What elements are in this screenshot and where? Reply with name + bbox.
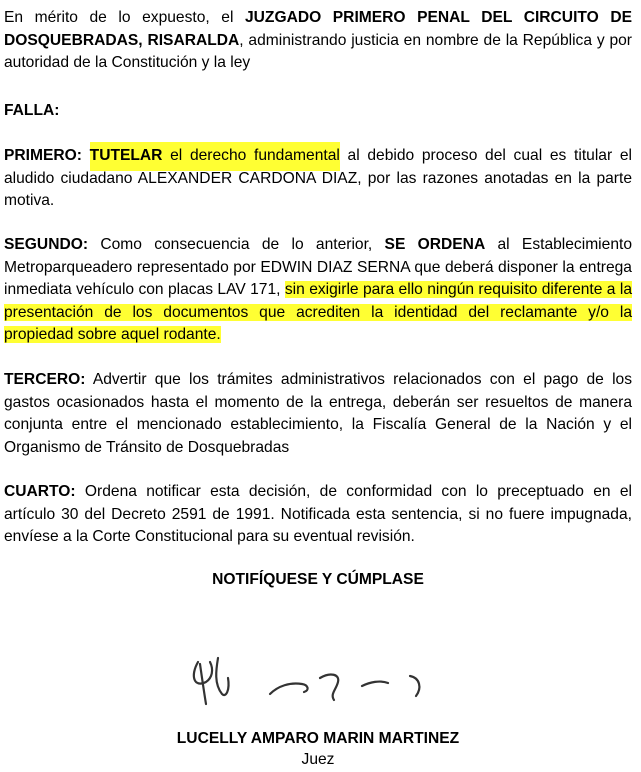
signer-role-line	[4, 749, 632, 772]
falla-label: FALLA:	[4, 102, 60, 119]
segundo-ordena: SE ORDENA	[384, 236, 486, 253]
primero-label: PRIMERO:	[4, 147, 82, 164]
closing-line	[4, 569, 632, 592]
primero-verb: TUTELAR	[90, 142, 163, 171]
closing-text: NOTIFÍQUESE Y CÚMPLASE	[212, 571, 424, 588]
intro-paragraph	[4, 7, 632, 75]
segundo-paragraph	[4, 234, 632, 347]
tercero-text: Advertir que los trámites administrativos relacionados con el pago de los gastos ocasionados hasta el momento de la entrega, deberán ser resueltos de manera conjunta entre el mencionado establecimiento, la Fiscalía General de la Nación y el Organismo de Tránsito de Dosquebradas	[4, 371, 632, 456]
tercero-label: TERCERO:	[4, 371, 86, 388]
segundo-highlight: sin exigirle para ello ningún requisito diferente a la presentación de los documentos que acrediten la identidad del reclamante y/o la propiedad sobre aquel rodante.	[4, 281, 632, 343]
cuarto-paragraph	[4, 481, 632, 549]
segundo-label: SEGUNDO:	[4, 236, 89, 253]
falla-heading	[4, 100, 632, 123]
intro-text-1: En mérito de lo expuesto, el	[4, 9, 245, 26]
cuarto-label: CUARTO:	[4, 483, 76, 500]
primero-highlight-text: el derecho fundamental	[162, 142, 339, 171]
cuarto-text: Ordena notificar esta decisión, de conformidad con lo preceptuado en el artículo 30 del Decreto 2591 de 1991. Notificada esta sentencia, si no fuere impugnada, envíese a la Corte Constitucional para su eventual revisión.	[4, 483, 632, 545]
signer-name-line	[4, 728, 632, 751]
signature-image	[170, 648, 470, 708]
tercero-paragraph	[4, 369, 632, 459]
signer-role: Juez	[301, 751, 335, 768]
primero-paragraph	[4, 145, 632, 213]
segundo-text-2: al Establecimiento Metroparqueadero representado por EDWIN DIAZ SERNA que deberá disponer la entrega inmediata vehículo con placas LAV 171,	[4, 236, 633, 298]
court-name: JUZGADO PRIMERO PENAL DEL CIRCUITO DE DOSQUEBRADAS, RISARALDA	[4, 9, 632, 49]
primero-text: al debido proceso del cual es titular el aludido ciudadano ALEXANDER CARDONA DIAZ, por las razones anotadas en la parte motiva.	[4, 147, 632, 209]
intro-text-2: , administrando justicia en nombre de la República y por autoridad de la Constitución y la ley	[4, 31, 632, 71]
segundo-text-1: Como consecuencia de lo anterior,	[88, 236, 385, 253]
signer-name: LUCELLY AMPARO MARIN MARTINEZ	[176, 730, 460, 747]
